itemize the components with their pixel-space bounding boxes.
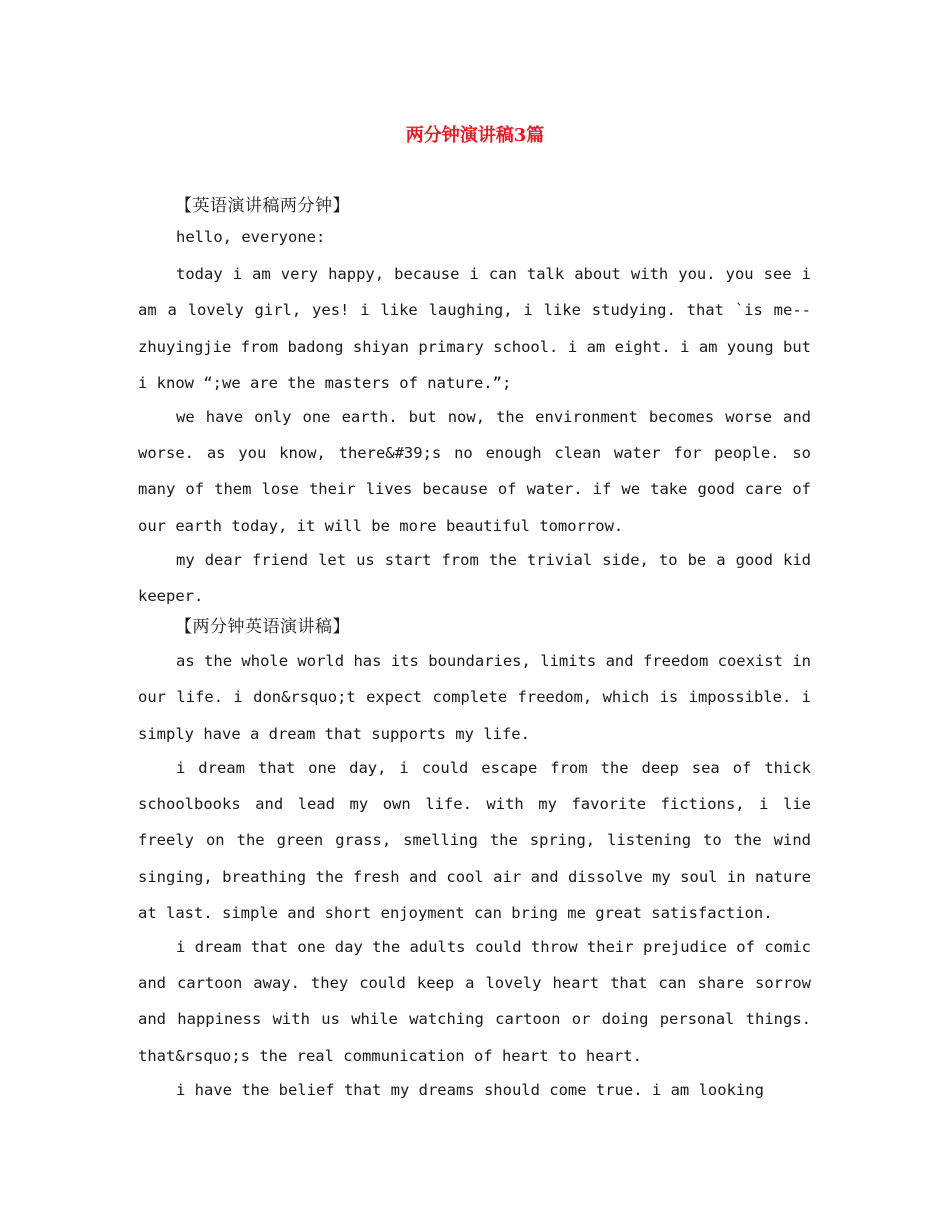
- paragraph: i dream that one day the adults could throw their prejudice of comic and cartoon away. they could keep a lovely heart that can share sorrow and happiness with us while watching cartoon or doing personal things. that&rsquo;s the real communication of heart to heart.: [138, 937, 811, 1065]
- section-heading: 【两分钟英语演讲稿】: [175, 617, 350, 638]
- paragraph: my dear friend let us start from the trivial side, to be a good kid keeper.: [138, 550, 811, 606]
- paragraph: today i am very happy, because i can talk about with you. you see i am a lovely girl, yes! i like laughing, i like studying. that `is me--zhuyingjie from badong shiyan primary school. i am eight. i am young but i know “;we are the masters of nature.”;: [138, 265, 811, 392]
- paragraph: i dream that one day, i could escape from the deep sea of thick schoolbooks and lead my own life. with my favorite fictions, i lie freely on the green grass, smelling the spring, listening to the wind singing, breathing the fresh and cool air and dissolve my soul in nature at last. simple and short enjoyment can bring me great satisfaction.: [138, 758, 811, 922]
- paragraph: i have the belief that my dreams should come true. i am looking: [176, 1080, 764, 1099]
- paragraph: as the whole world has its boundaries, limits and freedom coexist in our life. i don&rsquo;t expect complete freedom, which is impossible. i simply have a dream that supports my life.: [138, 652, 811, 743]
- document-body: [138, 191, 811, 1106]
- document-title: 两分钟演讲稿3篇: [405, 125, 545, 146]
- section-heading: 【英语演讲稿两分钟】: [175, 196, 350, 216]
- paragraph: hello, everyone:: [176, 228, 326, 246]
- paragraph: we have only one earth. but now, the environment becomes worse and worse. as you know, there&#39;s no enough clean water for people. so many of them lose their lives because of water. if we take good care of our earth today, it will be more beautiful tomorrow.: [138, 407, 811, 535]
